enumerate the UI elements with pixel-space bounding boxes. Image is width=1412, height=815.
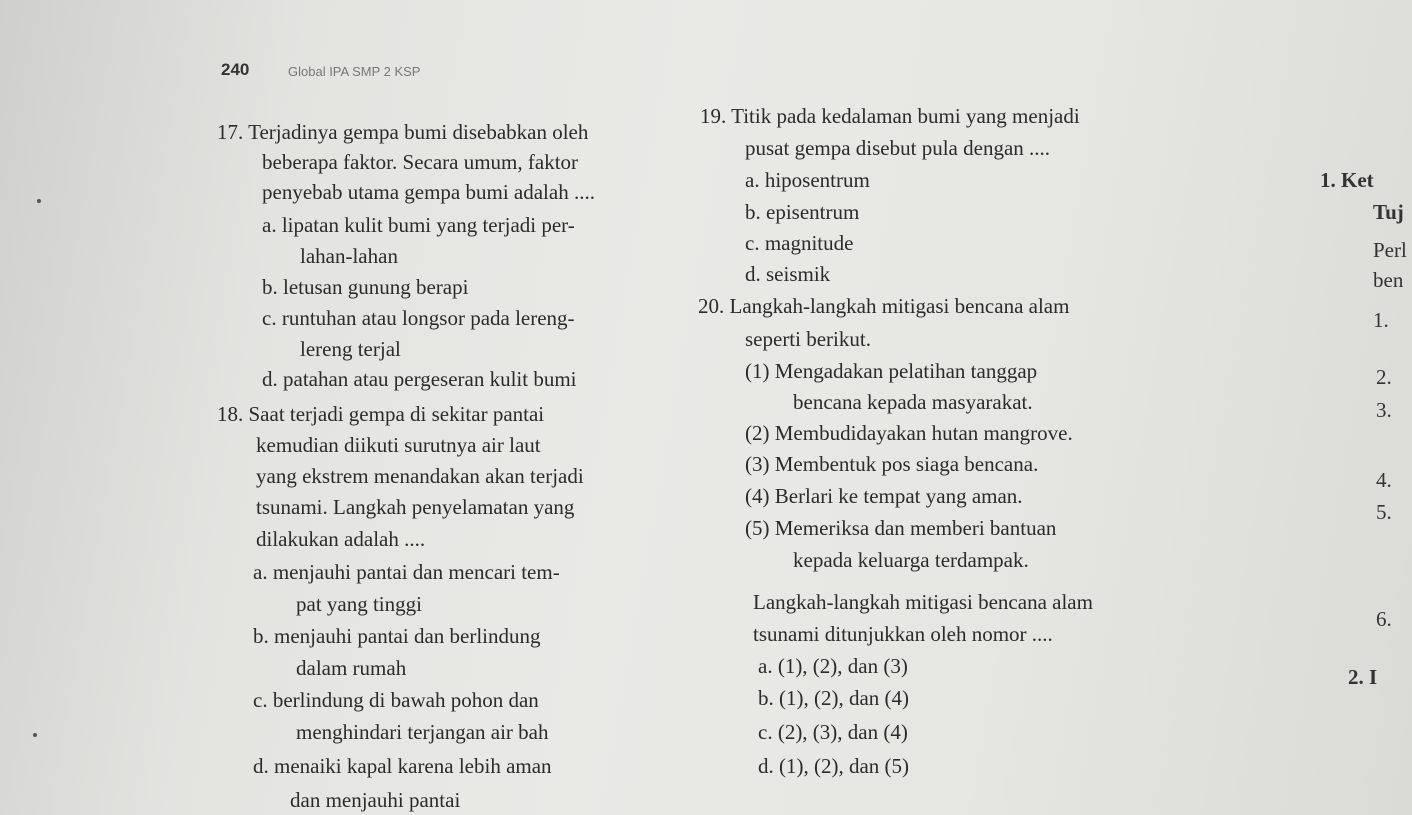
question-text: 20. Langkah-langkah mitigasi bencana alam — [698, 294, 1070, 318]
option-c: c. runtuhan atau longsor pada lereng- — [262, 306, 575, 330]
list-item-1: (1) Mengadakan pelatihan tanggap — [745, 359, 1038, 383]
option-d-cont: dan menjauhi pantai — [290, 788, 461, 812]
option-d: d. menaiki kapal karena lebih aman — [253, 754, 552, 778]
question-text: 18. Saat terjadi gempa di sekitar pantai — [217, 402, 545, 426]
option-b: b. (1), (2), dan (4) — [758, 686, 910, 710]
question-text: tsunami ditunjukkan oleh nomor .... — [753, 622, 1053, 646]
option-c: c. berlindung di bawah pohon dan — [253, 688, 539, 712]
question-text: kemudian diikuti surutnya air laut — [256, 433, 541, 457]
question-text: 17. Terjadinya gempa bumi disebabkan oleh — [217, 120, 589, 144]
fragment-text: 3. — [1376, 398, 1392, 422]
question-text: 19. Titik pada kedalaman bumi yang menjadi — [700, 104, 1080, 128]
question-text: beberapa faktor. Secara umum, faktor — [262, 150, 579, 174]
option-a: a. lipatan kulit bumi yang terjadi per- — [262, 213, 575, 237]
list-item-5: (5) Memeriksa dan memberi bantuan — [745, 516, 1057, 540]
question-text: seperti berikut. — [745, 327, 871, 351]
option-d: d. patahan atau pergeseran kulit bumi — [262, 367, 577, 391]
fragment-text: ben — [1373, 268, 1404, 292]
option-b: b. episentrum — [745, 200, 860, 224]
option-a: a. hiposentrum — [745, 168, 870, 192]
fragment-text: 1. Ket — [1320, 168, 1374, 192]
option-b-cont: dalam rumah — [296, 656, 407, 680]
question-text: tsunami. Langkah penyelamatan yang — [256, 495, 575, 519]
fragment-text: 2. — [1376, 365, 1392, 389]
page-number: 240 — [221, 60, 250, 79]
option-a-cont: pat yang tinggi — [296, 592, 422, 616]
option-b: b. menjauhi pantai dan berlindung — [253, 624, 541, 648]
fragment-text: 4. — [1376, 468, 1392, 492]
book-title: Global IPA SMP 2 KSP — [288, 64, 421, 79]
option-c: c. (2), (3), dan (4) — [758, 720, 908, 744]
option-b: b. letusan gunung berapi — [262, 275, 469, 299]
paper-speck — [33, 733, 37, 737]
fragment-text: 6. — [1376, 607, 1392, 631]
paper-speck — [37, 199, 41, 203]
option-d: d. seismik — [745, 262, 831, 286]
list-item-2: (2) Membudidayakan hutan mangrove. — [745, 421, 1073, 445]
option-c: c. magnitude — [745, 231, 854, 255]
fragment-text: 5. — [1376, 500, 1392, 524]
fragment-text: 2. I — [1348, 665, 1378, 689]
option-d: d. (1), (2), dan (5) — [758, 754, 910, 778]
option-a: a. (1), (2), dan (3) — [758, 654, 908, 678]
option-a-cont: lahan-lahan — [300, 244, 398, 268]
list-item-5-cont: kepada keluarga terdampak. — [793, 548, 1029, 572]
list-item-4: (4) Berlari ke tempat yang aman. — [745, 484, 1023, 508]
list-item-3: (3) Membentuk pos siaga bencana. — [745, 452, 1039, 476]
option-c-cont: lereng terjal — [300, 337, 401, 361]
fragment-text: Tuj — [1373, 200, 1404, 224]
option-a: a. menjauhi pantai dan mencari tem- — [253, 560, 560, 584]
question-text: dilakukan adalah .... — [256, 527, 426, 551]
question-text: yang ekstrem menandakan akan terjadi — [256, 464, 584, 488]
option-c-cont: menghindari terjangan air bah — [296, 720, 549, 744]
fragment-text: Perl — [1373, 238, 1407, 262]
list-item-1-cont: bencana kepada masyarakat. — [793, 390, 1033, 414]
fragment-text: 1. — [1373, 308, 1389, 332]
question-text: pusat gempa disebut pula dengan .... — [745, 136, 1051, 160]
question-text: penyebab utama gempa bumi adalah .... — [262, 180, 595, 204]
question-text: Langkah-langkah mitigasi bencana alam — [753, 590, 1093, 614]
